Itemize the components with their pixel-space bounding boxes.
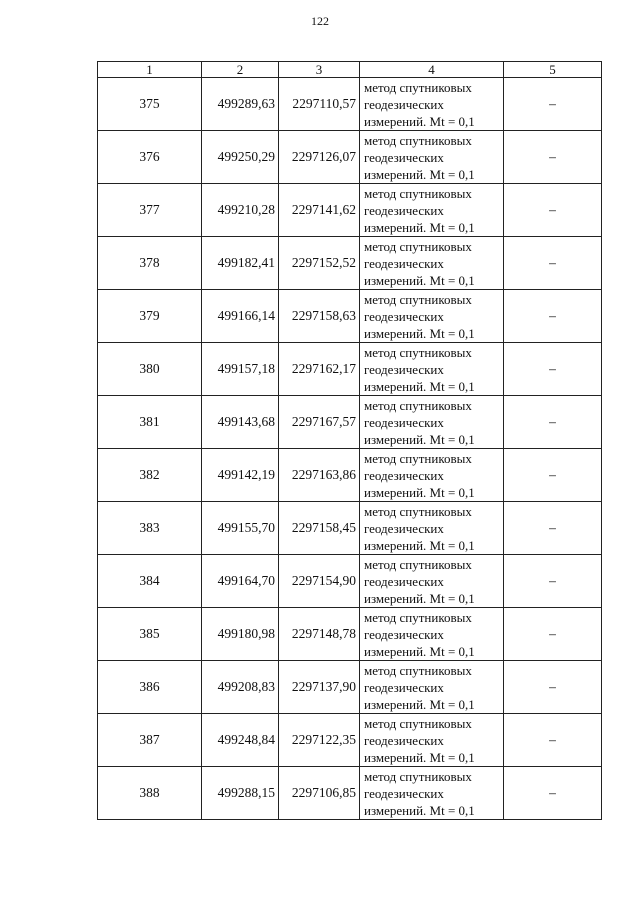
x-coordinate-cell: 499142,19 <box>202 449 279 502</box>
point-number-cell: 379 <box>98 290 202 343</box>
method-cell: метод спутниковых геодезических измерений. Mt = 0,1 <box>360 502 504 555</box>
y-coordinate-cell: 2297141,62 <box>279 184 360 237</box>
method-cell: метод спутниковых геодезических измерений. Mt = 0,1 <box>360 661 504 714</box>
note-cell: – <box>504 502 602 555</box>
x-coordinate-cell: 499182,41 <box>202 237 279 290</box>
note-cell: – <box>504 184 602 237</box>
y-coordinate-cell: 2297122,35 <box>279 714 360 767</box>
table-row <box>98 502 602 555</box>
method-cell: метод спутниковых геодезических измерений. Mt = 0,1 <box>360 767 504 820</box>
table-row <box>98 714 602 767</box>
x-coordinate-cell: 499164,70 <box>202 555 279 608</box>
table-header <box>98 62 602 78</box>
point-number-cell: 386 <box>98 661 202 714</box>
note-cell: – <box>504 343 602 396</box>
y-coordinate-cell: 2297158,45 <box>279 502 360 555</box>
point-number-cell: 380 <box>98 343 202 396</box>
y-coordinate-cell: 2297106,85 <box>279 767 360 820</box>
x-coordinate-cell: 499180,98 <box>202 608 279 661</box>
point-number-cell: 376 <box>98 131 202 184</box>
y-coordinate-cell: 2297152,52 <box>279 237 360 290</box>
header-cell-5: 5 <box>504 62 602 78</box>
method-cell: метод спутниковых геодезических измерений. Mt = 0,1 <box>360 608 504 661</box>
note-cell: – <box>504 396 602 449</box>
table-row <box>98 396 602 449</box>
header-cell-3: 3 <box>279 62 360 78</box>
point-number-cell: 385 <box>98 608 202 661</box>
point-number-cell: 377 <box>98 184 202 237</box>
header-cell-2: 2 <box>202 62 279 78</box>
table-row <box>98 343 602 396</box>
point-number-cell: 381 <box>98 396 202 449</box>
note-cell: – <box>504 555 602 608</box>
method-cell: метод спутниковых геодезических измерений. Mt = 0,1 <box>360 184 504 237</box>
note-cell: – <box>504 714 602 767</box>
coordinates-table <box>97 61 602 820</box>
table-body <box>98 78 602 820</box>
note-cell: – <box>504 449 602 502</box>
point-number-cell: 375 <box>98 78 202 131</box>
method-cell: метод спутниковых геодезических измерений. Mt = 0,1 <box>360 714 504 767</box>
y-coordinate-cell: 2297163,86 <box>279 449 360 502</box>
y-coordinate-cell: 2297126,07 <box>279 131 360 184</box>
method-cell: метод спутниковых геодезических измерений. Mt = 0,1 <box>360 343 504 396</box>
x-coordinate-cell: 499157,18 <box>202 343 279 396</box>
x-coordinate-cell: 499208,83 <box>202 661 279 714</box>
x-coordinate-cell: 499289,63 <box>202 78 279 131</box>
table-row <box>98 555 602 608</box>
table-row <box>98 78 602 131</box>
point-number-cell: 384 <box>98 555 202 608</box>
note-cell: – <box>504 608 602 661</box>
y-coordinate-cell: 2297148,78 <box>279 608 360 661</box>
note-cell: – <box>504 237 602 290</box>
page-number: 122 <box>311 14 329 28</box>
point-number-cell: 378 <box>98 237 202 290</box>
x-coordinate-cell: 499143,68 <box>202 396 279 449</box>
method-cell: метод спутниковых геодезических измерений. Mt = 0,1 <box>360 396 504 449</box>
x-coordinate-cell: 499248,84 <box>202 714 279 767</box>
table-row <box>98 767 602 820</box>
point-number-cell: 382 <box>98 449 202 502</box>
x-coordinate-cell: 499250,29 <box>202 131 279 184</box>
method-cell: метод спутниковых геодезических измерений. Mt = 0,1 <box>360 78 504 131</box>
method-cell: метод спутниковых геодезических измерений. Mt = 0,1 <box>360 237 504 290</box>
table-row <box>98 449 602 502</box>
y-coordinate-cell: 2297167,57 <box>279 396 360 449</box>
note-cell: – <box>504 290 602 343</box>
header-cell-4: 4 <box>360 62 504 78</box>
table-row <box>98 661 602 714</box>
point-number-cell: 388 <box>98 767 202 820</box>
y-coordinate-cell: 2297162,17 <box>279 343 360 396</box>
table-row <box>98 608 602 661</box>
x-coordinate-cell: 499210,28 <box>202 184 279 237</box>
method-cell: метод спутниковых геодезических измерений. Mt = 0,1 <box>360 555 504 608</box>
note-cell: – <box>504 661 602 714</box>
table-row <box>98 237 602 290</box>
method-cell: метод спутниковых геодезических измерений. Mt = 0,1 <box>360 290 504 343</box>
note-cell: – <box>504 78 602 131</box>
y-coordinate-cell: 2297110,57 <box>279 78 360 131</box>
point-number-cell: 383 <box>98 502 202 555</box>
y-coordinate-cell: 2297158,63 <box>279 290 360 343</box>
x-coordinate-cell: 499155,70 <box>202 502 279 555</box>
point-number-cell: 387 <box>98 714 202 767</box>
y-coordinate-cell: 2297154,90 <box>279 555 360 608</box>
x-coordinate-cell: 499288,15 <box>202 767 279 820</box>
x-coordinate-cell: 499166,14 <box>202 290 279 343</box>
header-cell-1: 1 <box>98 62 202 78</box>
table-row <box>98 290 602 343</box>
y-coordinate-cell: 2297137,90 <box>279 661 360 714</box>
note-cell: – <box>504 131 602 184</box>
method-cell: метод спутниковых геодезических измерений. Mt = 0,1 <box>360 131 504 184</box>
header-row <box>98 62 602 78</box>
note-cell: – <box>504 767 602 820</box>
method-cell: метод спутниковых геодезических измерений. Mt = 0,1 <box>360 449 504 502</box>
table-row <box>98 184 602 237</box>
table-row <box>98 131 602 184</box>
